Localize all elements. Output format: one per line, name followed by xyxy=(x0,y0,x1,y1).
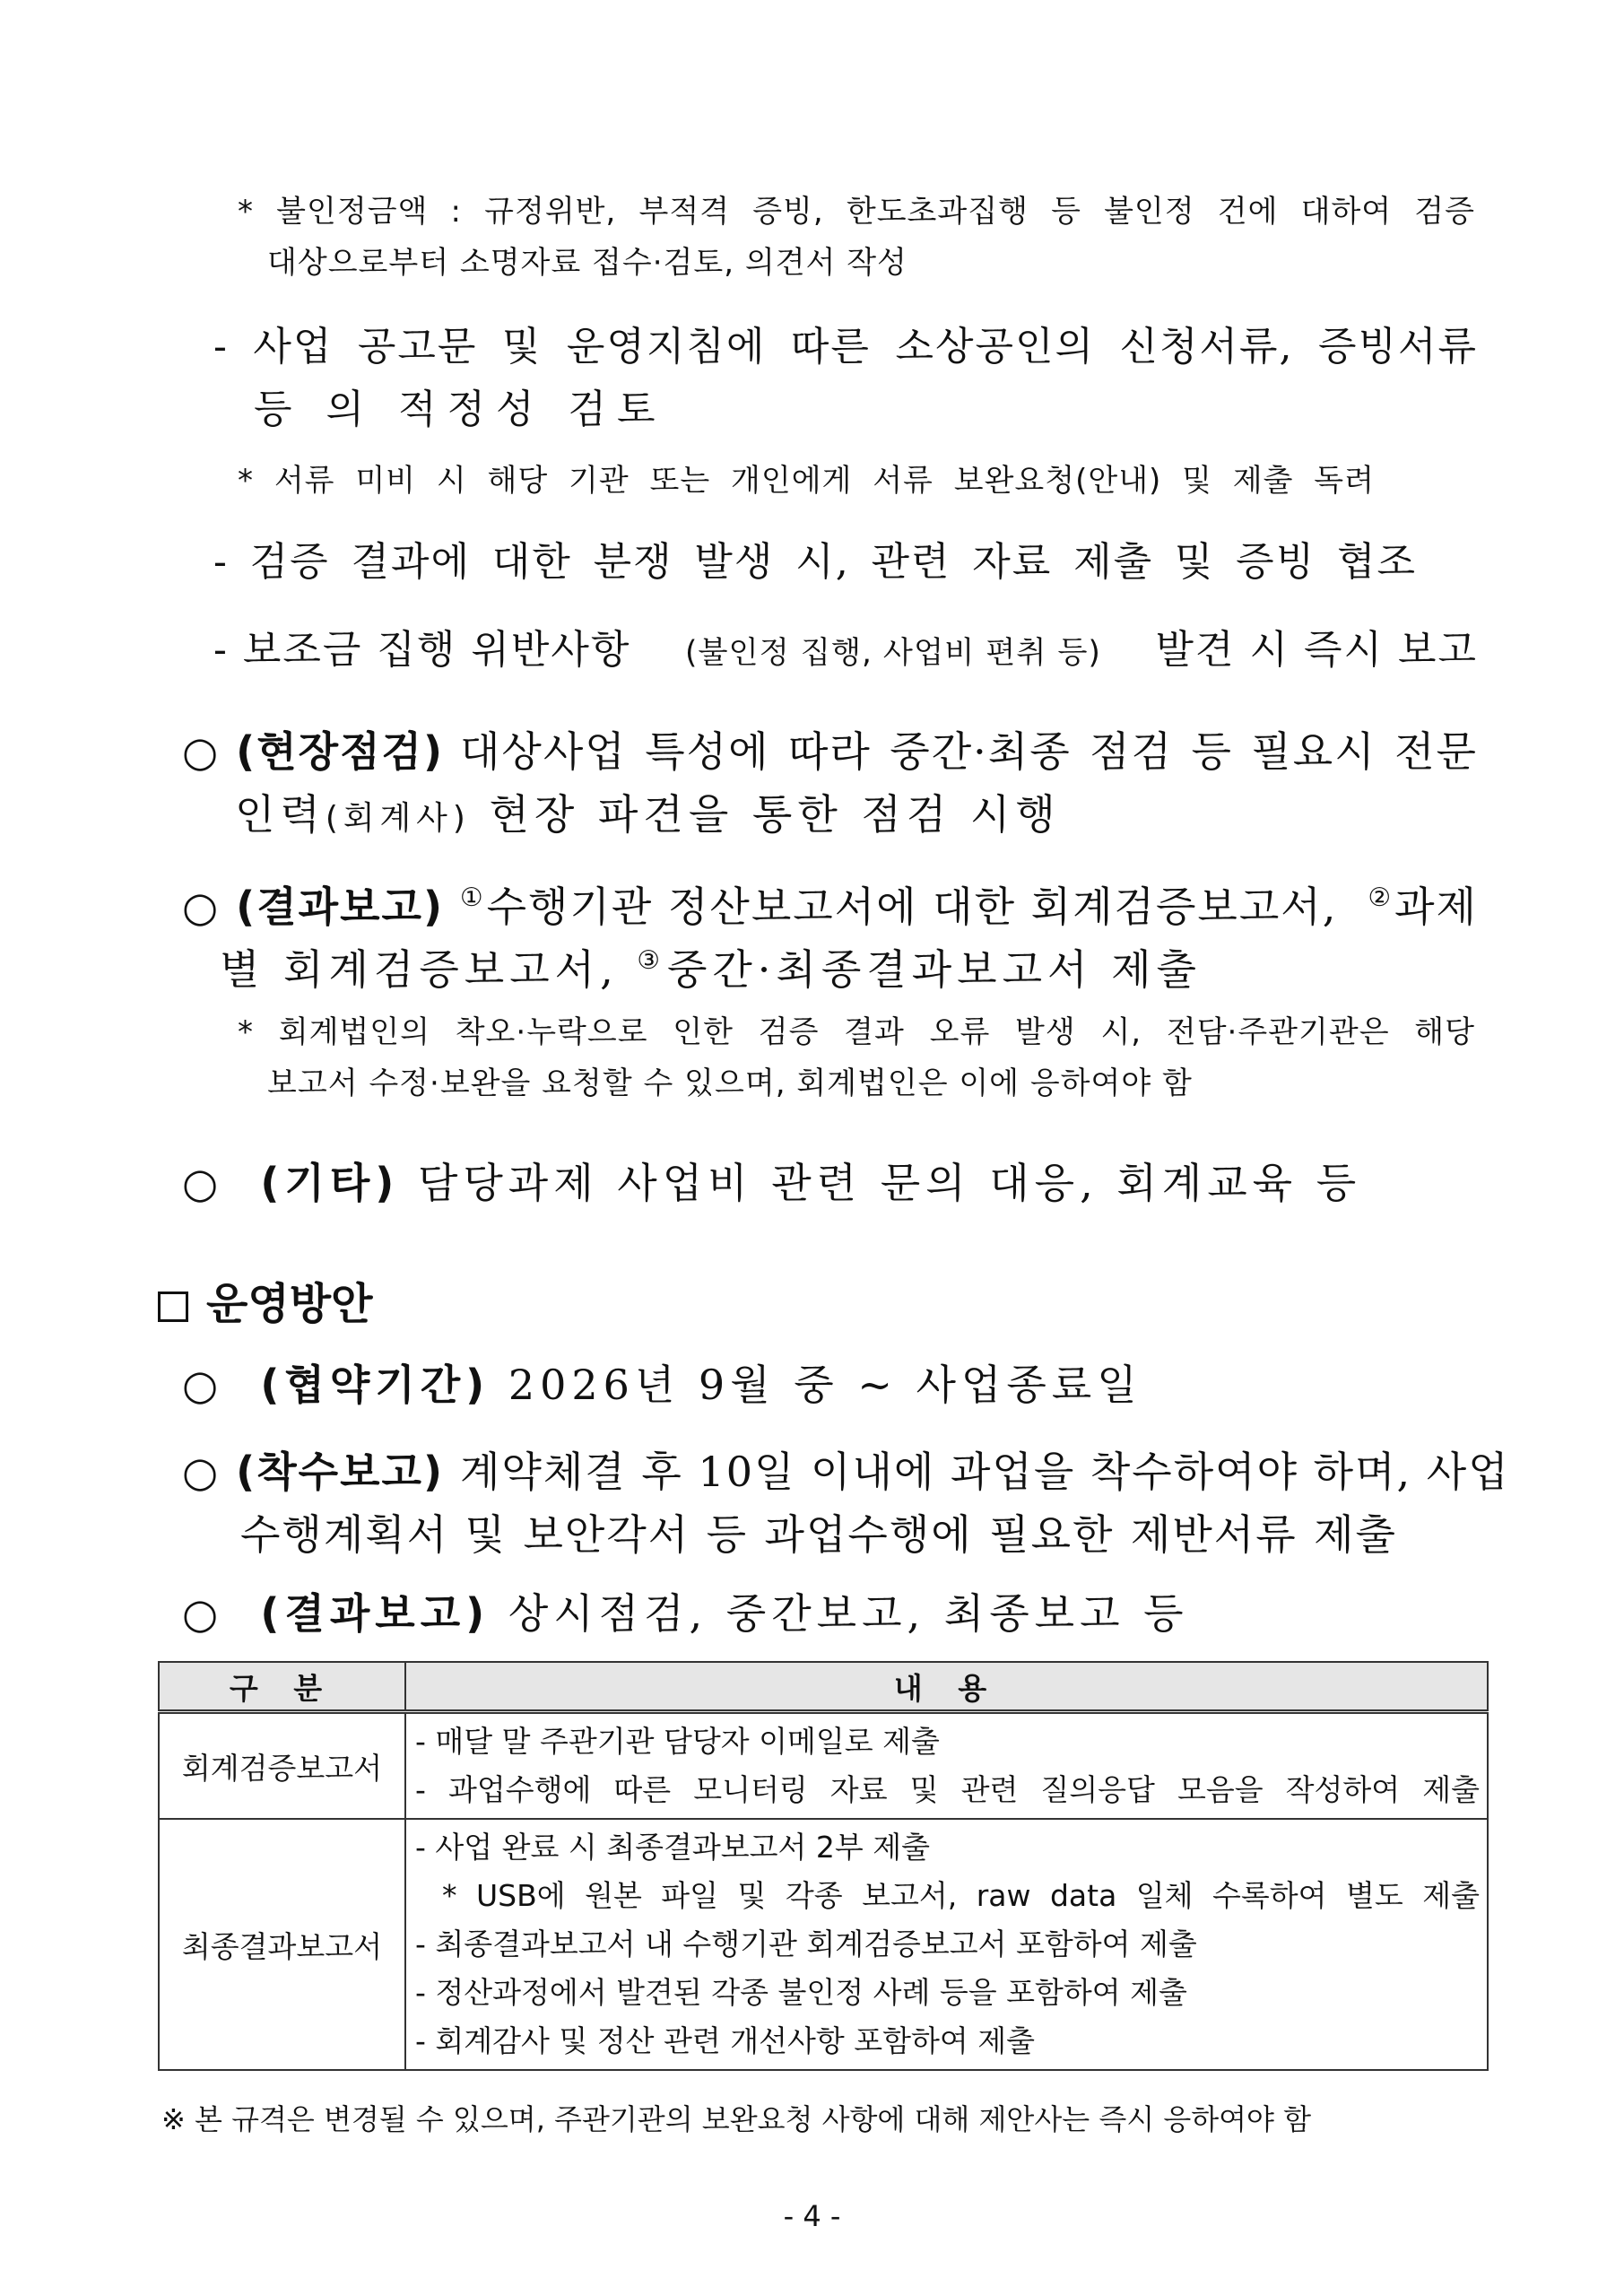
bullet-circle-icon: ○ xyxy=(182,1159,224,1207)
table-header-content: 내 용 xyxy=(405,1662,1488,1712)
table-header-row xyxy=(159,1662,1488,1712)
item-contract-period xyxy=(182,1352,1142,1412)
table-item: - 회계감사 및 정산 관련 개선사항 포함하여 제출 xyxy=(415,2023,1036,2058)
dash-document-review-line2: 등 의 적정성 검토 xyxy=(254,387,666,432)
page-number: - 4 - xyxy=(783,2199,841,2233)
table-item: - 정산과정에서 발견된 각종 불인정 사례 등을 포함하여 제출 xyxy=(415,1975,1187,2010)
label-etc: (기타) xyxy=(260,1159,400,1207)
result-report-text-1: 수행기관 정산보고서에 대한 회계검증보고서, xyxy=(486,883,1338,931)
item-start-report-line1 xyxy=(182,1439,1510,1499)
item-etc xyxy=(182,1151,1361,1210)
result-report-text-2: 과제 xyxy=(1394,883,1478,931)
table-item: - 매달 말 주관기관 담당자 이메일로 제출 xyxy=(415,1724,940,1759)
table-row xyxy=(159,1819,1488,2070)
dash-violation-report-c: 발견 시 즉시 보고 xyxy=(1155,627,1478,673)
note-missing-documents: * 서류 미비 시 해당 기관 또는 개인에게 서류 보완요청(안내) 및 제출 독려 xyxy=(238,463,1375,499)
bullet-circle-icon: ○ xyxy=(182,1589,224,1638)
section-heading xyxy=(158,1269,372,1331)
table-item: - 과업수행에 따른 모니터링 자료 및 관련 질의응답 모음을 작성하여 제출 xyxy=(415,1772,1480,1807)
note-accounting-error-line2: 보고서 수정·보완을 요청할 수 있으며, 회계법인은 이에 응하여야 함 xyxy=(267,1065,1193,1101)
table-cell-content xyxy=(405,1819,1488,2070)
table-item: * USB에 원본 파일 및 각종 보고서, raw data 일체 수록하여 별도 제출 xyxy=(442,1878,1480,1913)
label-contract-period: (협약기간) xyxy=(260,1361,491,1409)
dash-violation-report-a: - 보조금 집행 위반사항 xyxy=(213,627,631,673)
item-site-inspection-line1 xyxy=(182,719,1478,778)
result-report-line2-b: 중간·최종결과보고서 제출 xyxy=(666,945,1202,994)
bullet-circle-icon: ○ xyxy=(182,1361,224,1409)
table-cell-category: 최종결과보고서 xyxy=(159,1819,405,2070)
footer-note: ※ 본 규격은 변경될 수 있으며, 주관기관의 보완요청 사항에 대해 제안사는 즉시 응하여야 함 xyxy=(161,2102,1312,2136)
note-disallowed-amount-line1: * 불인정금액 : 규정위반, 부적격 증빙, 한도초과집행 등 불인정 건에 대하여 검증 xyxy=(238,194,1475,230)
table-header-category: 구 분 xyxy=(159,1662,405,1712)
dash-violation-report-b: (불인정 집행, 사업비 편취 등) xyxy=(684,635,1101,671)
bullet-circle-icon: ○ xyxy=(182,883,221,931)
result-report-text xyxy=(460,874,1478,934)
marker-3: ③ xyxy=(637,944,665,975)
item-result-report-2 xyxy=(182,1581,1189,1640)
item-result-report-line2 xyxy=(220,937,1202,996)
report-table xyxy=(158,1661,1489,2071)
table-item: - 최종결과보고서 내 수행기관 회계검증보고서 포함하여 제출 xyxy=(415,1926,1197,1961)
note-accounting-error-line1: * 회계법인의 착오·누락으로 인한 검증 결과 오류 발생 시, 전담·주관기관은 해당 xyxy=(238,1014,1475,1050)
label-result-report-2: (결과보고) xyxy=(260,1589,491,1638)
site-inspection-line2-a: 인력 xyxy=(235,790,326,839)
dash-document-review-line1: - 사업 공고문 및 운영지침에 따른 소상공인의 신청서류, 증빙서류 xyxy=(213,324,1478,370)
note-disallowed-amount-line2: 대상으로부터 소명자료 접수·검토, 의견서 작성 xyxy=(267,245,908,281)
result-report-2-text: 상시점검, 중간보고, 최종보고 등 xyxy=(508,1589,1189,1638)
table-item: - 사업 완료 시 최종결과보고서 2부 제출 xyxy=(415,1830,931,1865)
marker-2: ② xyxy=(1368,882,1394,912)
label-site-inspection: (현장점검) xyxy=(236,727,444,776)
etc-text: 담당과제 사업비 관련 문의 대응, 회계교육 등 xyxy=(417,1159,1362,1207)
bullet-circle-icon: ○ xyxy=(182,727,221,776)
bullet-circle-icon: ○ xyxy=(182,1448,221,1496)
checkbox-square-icon xyxy=(158,1292,188,1322)
result-report-line2-a: 별 회계검증보고서, xyxy=(220,945,619,994)
item-result-report-line1 xyxy=(182,874,1478,934)
table-cell-category: 회계검증보고서 xyxy=(159,1712,405,1820)
item-start-report-line2: 수행계획서 및 보안각서 등 과업수행에 필요한 제반서류 제출 xyxy=(240,1510,1397,1559)
table-row xyxy=(159,1712,1488,1820)
dash-violation-report xyxy=(213,617,1478,674)
section-title: 운영방안 xyxy=(206,1279,373,1329)
contract-period-text: 2026년 9월 중 ~ 사업종료일 xyxy=(508,1361,1142,1409)
marker-1: ① xyxy=(460,882,485,912)
site-inspection-text: 대상사업 특성에 따라 중간·최종 점검 등 필요시 전문 xyxy=(460,727,1478,776)
item-site-inspection-line2 xyxy=(235,782,1061,841)
start-report-text: 계약체결 후 10일 이내에 과업을 착수하여야 하며, 사업 xyxy=(460,1448,1510,1496)
label-start-report: (착수보고) xyxy=(236,1448,444,1496)
site-inspection-line2-c: 현장 파견을 통한 점검 시행 xyxy=(470,790,1061,839)
site-inspection-line2-b: (회계사) xyxy=(325,800,471,837)
dash-dispute-support: - 검증 결과에 대한 분쟁 발생 시, 관련 자료 제출 및 증빙 협조 xyxy=(213,539,1417,585)
label-result-report: (결과보고) xyxy=(236,883,444,931)
table-cell-content xyxy=(405,1712,1488,1820)
